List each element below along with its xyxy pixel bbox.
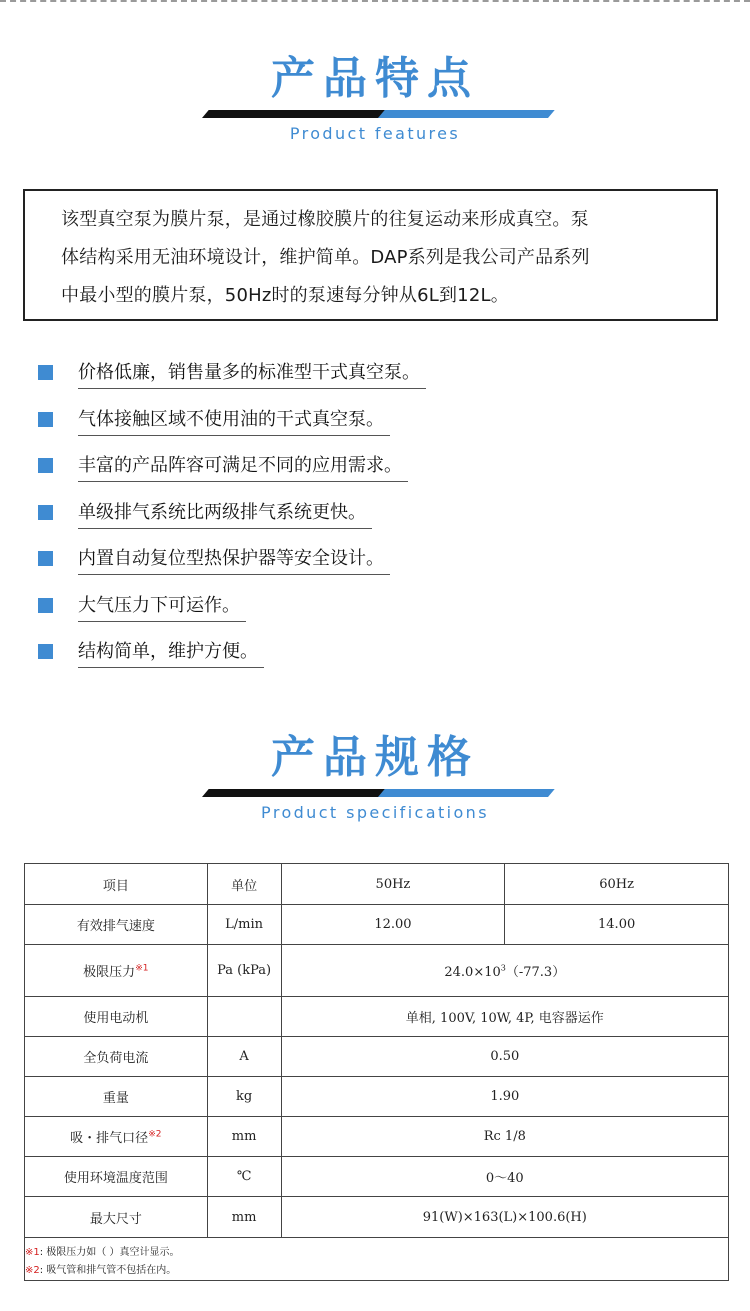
feature-text: 气体接触区域不使用油的干式真空泵。 [78,405,390,436]
square-bullet-icon [38,365,53,380]
feature-text: 大气压力下可运作。 [78,591,246,622]
intro-line: 该型真空泵为膜片泵，是通过橡胶膜片的往复运动来形成真空。泵 [61,209,589,230]
heading-bar-blue [378,789,555,797]
square-bullet-icon [38,505,53,520]
table-header-row [25,864,729,905]
feature-text: 内置自动复位型热保护器等安全设计。 [78,544,390,575]
row-value: 1.90 [281,1077,728,1117]
header-unit: 单位 [207,864,281,905]
value-exponent: 3 [500,963,506,973]
row-unit: mm [207,1197,281,1238]
heading-bar-blue [378,110,555,118]
specs-heading [0,731,750,822]
intro-description-box [23,189,718,321]
heading-bar-black [202,110,389,118]
table-row [25,997,729,1037]
feature-text: 单级排气系统比两级排气系统更快。 [78,498,372,529]
row-value: 91(W)×163(L)×100.6(H) [281,1197,728,1238]
feature-text: 丰富的产品阵容可满足不同的应用需求。 [78,451,408,482]
row-value [281,945,728,997]
feature-item [38,495,738,542]
features-heading-bar [202,110,548,118]
table-row [25,1157,729,1197]
table-row [25,1197,729,1238]
row-item-label: 极限压力 [83,965,136,980]
features-subtitle: Product features [289,124,461,143]
row-item [25,1117,208,1157]
square-bullet-icon [38,644,53,659]
row-item: 使用环境温度范围 [25,1157,208,1197]
row-unit: L/min [207,905,281,945]
row-item [25,945,208,997]
table-row [25,905,729,945]
row-unit: kg [207,1077,281,1117]
feature-item [38,634,738,681]
row-value-60hz: 14.00 [505,905,729,945]
row-value: 单相, 100V, 10W, 4P, 电容器运作 [281,997,728,1037]
feature-text: 价格低廉，销售量多的标准型干式真空泵。 [78,358,426,389]
note-mark: ※2 [148,1129,162,1140]
value-base: 24.0×10 [444,965,501,980]
top-dashed-divider [0,0,750,2]
row-item: 重量 [25,1077,208,1117]
row-item: 使用电动机 [25,997,208,1037]
row-value: 0.50 [281,1037,728,1077]
header-60hz: 60Hz [505,864,729,905]
table-note [25,1244,728,1262]
table-row [25,945,729,997]
feature-item [38,448,738,495]
feature-item [38,402,738,449]
feature-item [38,588,738,635]
note-text: : 极限压力如（ ）真空计显示。 [39,1247,180,1258]
value-tail: （-77.3） [505,965,566,980]
square-bullet-icon [38,551,53,566]
specs-subtitle: Product specifications [261,803,489,822]
table-notes-row [25,1238,729,1281]
specs-heading-bar [202,789,548,797]
row-value: Rc 1/8 [281,1117,728,1157]
row-unit: ℃ [207,1157,281,1197]
table-row [25,1117,729,1157]
row-item: 全负荷电流 [25,1037,208,1077]
intro-line: 中最小型的膜片泵，50Hz时的泵速每分钟从6L到12L。 [61,285,509,306]
row-value: 0～40 [281,1157,728,1197]
square-bullet-icon [38,412,53,427]
row-unit: A [207,1037,281,1077]
intro-line: 体结构采用无油环境设计，维护简单。DAP系列是我公司产品系列 [61,247,590,268]
header-item: 项目 [25,864,208,905]
table-note [25,1262,728,1280]
table-row [25,1077,729,1117]
feature-item [38,355,738,402]
specs-title: 产品规格 [271,732,479,783]
feature-list [38,355,738,681]
heading-bar-black [202,789,389,797]
row-item-label: 吸・排气口径 [70,1131,149,1146]
header-50hz: 50Hz [281,864,505,905]
row-item: 最大尺寸 [25,1197,208,1238]
features-title: 产品特点 [271,53,479,104]
row-value-50hz: 12.00 [281,905,505,945]
feature-text: 结构简单，维护方便。 [78,637,264,668]
note-mark: ※2 [25,1265,40,1276]
table-notes [25,1238,729,1281]
features-heading [0,52,750,143]
square-bullet-icon [38,458,53,473]
table-row [25,1037,729,1077]
note-mark: ※1 [25,1247,40,1258]
row-item: 有效排气速度 [25,905,208,945]
row-unit [207,997,281,1037]
row-unit: mm [207,1117,281,1157]
spec-table [24,863,729,1281]
feature-item [38,541,738,588]
square-bullet-icon [38,598,53,613]
note-text: : 吸气管和排气管不包括在内。 [39,1265,177,1276]
note-mark: ※1 [135,963,149,974]
row-unit: Pa (kPa) [207,945,281,997]
